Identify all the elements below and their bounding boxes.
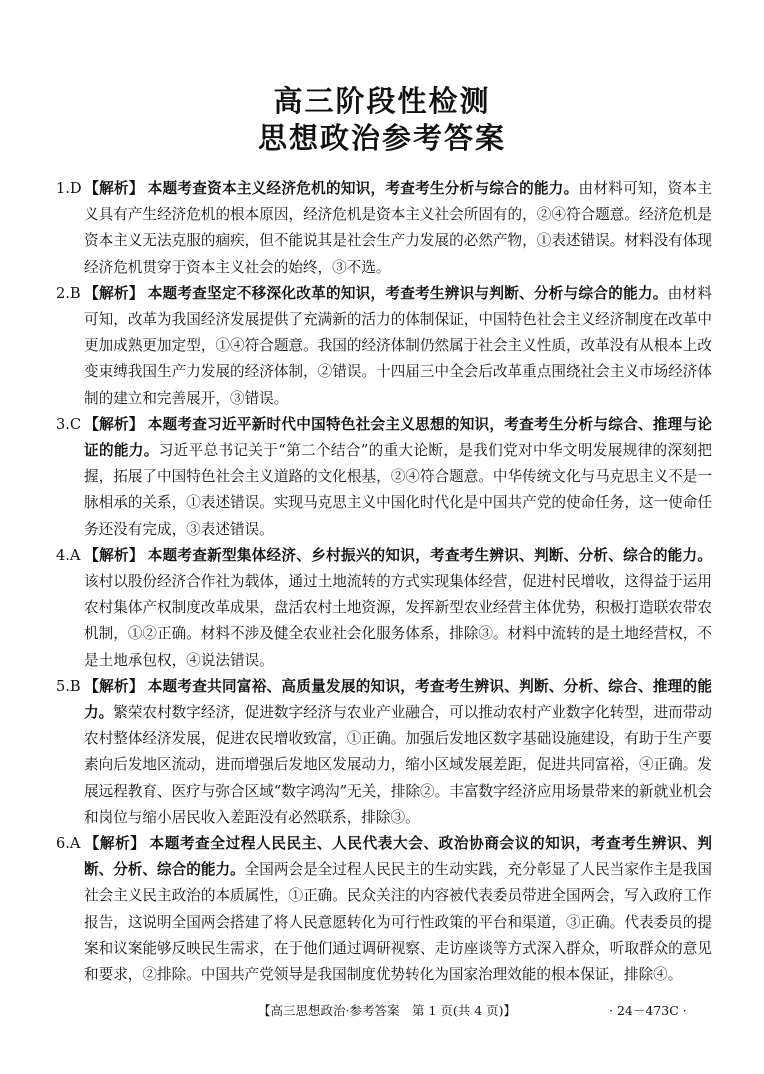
question-focus: 本题考查全过程人民民主、人民代表大会、政治协商会议的知识，考查考生辨识、判断、分析、综合的能力。 — [84, 835, 712, 879]
footer-doc-code: · 24－473C · — [609, 1003, 687, 1018]
answer-body: 繁荣农村数字经济，促进数字经济与农业产业融合，可以推动农村产业数字化转型，进而带动农村整体经济发展，促进农民增收致富，①正确。加强后发地区数字基础设施建设，有助于生产要素向后发地区流动，进而增强后发地区发展动力，缩小区域发展差距，促进共同富裕，④正确。发展远程教育、医疗与弥合区域“数字鸿沟”无关，排除②。丰富数字经济应用场景带来的新就业机会和岗位与缩小居民收入差距没有必然联系，排除③。 — [84, 704, 712, 826]
page-footer — [0, 1001, 764, 1021]
answer-number: 6.A — [56, 835, 81, 853]
answer-body: 由材料可知，改革为我国经济发展提供了充满新的活力的体制保证，中国特色社会主义经济制度在改革中更加成熟更加定型，①④符合题意。我国的经济体制仍然属于社会主义性质，改革没有从根本上改变束缚我国生产力发展的经济体制，②错误。十四届三中全会后改革重点围绕社会主义市场经济体制的建立和完善展开，③错误。 — [84, 284, 712, 407]
question-focus: 本题考查新型集体经济、乡村振兴的知识，考查考生辨识、判断、分析、综合的能力。 — [147, 546, 712, 564]
analysis-tag: 【解析】 — [84, 835, 146, 853]
answer-list — [56, 176, 712, 988]
analysis-tag: 【解析】 — [84, 284, 144, 302]
answer-item — [56, 543, 712, 674]
footer-page-info: 【高三思想政治·参考答案 第 1 页(共 4 页)】 — [258, 1003, 517, 1018]
answer-body: 该村以股份经济合作社为载体，通过土地流转的方式实现集体经营，促进村民增收，这得益于运用农村集体产权制度改革成果，盘活农村土地资源，发挥新型农业经营主体优势，积极打造联农带农机制，①②正确。材料不涉及健全农业社会化服务体系，排除③。材料中流转的是土地经营权，不是土地承包权，④说法错误。 — [84, 573, 712, 669]
analysis-tag: 【解析】 — [84, 677, 144, 695]
question-focus: 本题考查习近平新时代中国特色社会主义思想的知识，考查考生分析与综合、推理与论证的能力。 — [84, 415, 712, 460]
analysis-tag: 【解析】 — [84, 546, 144, 564]
answer-number: 2.B — [56, 284, 81, 302]
answer-body: 全国两会是全过程人民民主的生动实践，充分彰显了人民当家作主是我国社会主义民主政治的本质属性，①正确。民众关注的内容被代表委员带进全国两会，写入政府工作报告，这说明全国两会搭建了将人民意愿转化为可行性政策的平台和渠道，③正确。代表委员的提案和议案能够反映民生需求，在于他们通过调研视察、走访座谈等方式深入群众，听取群众的意见和要求，②排除。中国共产党领导是我国制度优势转化为国家治理效能的根本保证，排除④。 — [84, 861, 712, 984]
answer-item — [56, 281, 712, 412]
answer-number: 5.B — [56, 677, 81, 695]
page-title-line-1: 高三阶段性检测 — [273, 84, 491, 118]
analysis-tag: 【解析】 — [84, 180, 144, 197]
answer-number: 1.D — [56, 180, 82, 197]
answer-body: 习近平总书记关于“第二个结合”的重大论断，是我们党对中华文明发展规律的深刻把握，拓展了中国特色社会主义道路的文化根基，②④符合题意。中华传统文化与马克思主义不是一脉相承的关系，①表述错误。实现马克思主义中国化时代化是中国共产党的使命任务，这一使命任务还没有完成，③表述错误。 — [84, 442, 712, 538]
answer-body: 由材料可知，资本主义具有产生经济危机的根本原因，经济危机是资本主义社会所固有的，②④符合题意。经济危机是资本主义无法克服的痼疾，但不能说其是社会生产力发展的必然产物，①表述错误。材料没有体现经济危机贯穿于资本主义社会的始终，③不选。 — [84, 180, 712, 276]
answer-item — [56, 674, 712, 831]
analysis-tag: 【解析】 — [84, 415, 144, 433]
answer-item — [56, 831, 712, 988]
answer-item — [56, 412, 712, 543]
question-focus: 本题考查共同富裕、高质量发展的知识，考查考生辨识、判断、分析、综合、推理的能力。 — [84, 677, 712, 722]
answer-number: 4.A — [56, 546, 81, 564]
question-focus: 本题考查坚定不移深化改革的知识，考查考生辨识与判断、分析与综合的能力。 — [147, 284, 668, 302]
page-title-line-2: 思想政治参考答案 — [257, 121, 506, 155]
question-focus: 本题考查资本主义经济危机的知识，考查考生分析与综合的能力。 — [147, 180, 579, 197]
answer-number: 3.C — [56, 415, 82, 433]
answer-item — [56, 176, 712, 281]
